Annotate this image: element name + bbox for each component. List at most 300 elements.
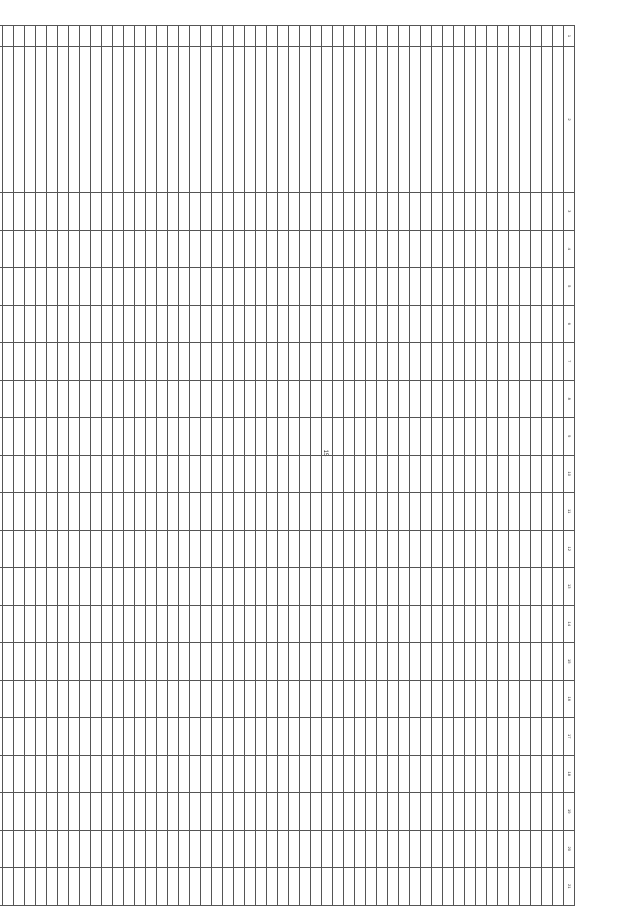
table-cell	[91, 380, 102, 418]
table-cell	[399, 230, 410, 268]
table-cell	[25, 493, 36, 531]
table-cell	[146, 755, 157, 793]
table-cell	[410, 47, 421, 193]
table-cell	[80, 305, 91, 343]
table-cell	[91, 830, 102, 868]
table-cell	[322, 605, 333, 643]
table-cell	[245, 455, 256, 493]
table-cell	[256, 380, 267, 418]
table-cell	[113, 47, 124, 193]
table-cell	[399, 455, 410, 493]
table-cell	[3, 830, 14, 868]
table-cell	[58, 680, 69, 718]
table-cell	[322, 568, 333, 606]
table-cell	[487, 343, 498, 381]
table-cell	[421, 530, 432, 568]
table-cell	[498, 793, 509, 831]
table-cell	[157, 493, 168, 531]
table-cell	[102, 680, 113, 718]
table-cell	[421, 755, 432, 793]
table-cell	[520, 380, 531, 418]
table-cell	[377, 418, 388, 456]
table-cell	[399, 680, 410, 718]
table-row	[14, 26, 25, 906]
table-cell	[311, 718, 322, 756]
table-cell	[322, 830, 333, 868]
table-cell	[311, 830, 322, 868]
table-cell	[487, 605, 498, 643]
table-cell	[245, 305, 256, 343]
table-cell	[135, 568, 146, 606]
table-cell	[25, 418, 36, 456]
table-cell	[267, 568, 278, 606]
table-cell	[25, 380, 36, 418]
table-row	[366, 26, 377, 906]
table-cell	[289, 380, 300, 418]
table-cell	[377, 793, 388, 831]
table-cell	[498, 680, 509, 718]
table-row	[421, 26, 432, 906]
table-cell	[245, 605, 256, 643]
table-row	[322, 26, 333, 906]
table-cell	[322, 680, 333, 718]
table-cell	[179, 343, 190, 381]
table-cell	[157, 718, 168, 756]
table-cell	[333, 455, 344, 493]
table-cell	[333, 193, 344, 231]
table-cell	[311, 868, 322, 906]
table-row	[542, 26, 553, 906]
table-cell	[58, 193, 69, 231]
table-cell	[245, 47, 256, 193]
table-cell	[256, 230, 267, 268]
table-cell	[520, 568, 531, 606]
table-cell	[212, 755, 223, 793]
table-cell	[388, 305, 399, 343]
table-cell	[58, 418, 69, 456]
table-cell	[322, 793, 333, 831]
table-cell	[135, 193, 146, 231]
table-cell	[432, 193, 443, 231]
table-cell	[58, 530, 69, 568]
table-cell	[47, 868, 58, 906]
table-cell	[0, 718, 3, 756]
table-cell	[322, 493, 333, 531]
table-cell	[487, 530, 498, 568]
table-cell	[256, 680, 267, 718]
table-cell	[212, 793, 223, 831]
table-cell	[520, 718, 531, 756]
table-cell	[520, 493, 531, 531]
table-cell	[3, 493, 14, 531]
table-cell	[454, 493, 465, 531]
table-row	[399, 26, 410, 906]
table-cell	[432, 530, 443, 568]
table-cell	[443, 493, 454, 531]
table-cell	[234, 268, 245, 306]
table-cell	[80, 418, 91, 456]
table-row	[300, 26, 311, 906]
table-cell	[388, 605, 399, 643]
page-number: 15	[322, 449, 328, 457]
table-cell	[212, 605, 223, 643]
table-cell	[201, 230, 212, 268]
table-cell	[223, 230, 234, 268]
table-cell	[520, 755, 531, 793]
table-cell	[509, 718, 520, 756]
table-cell	[476, 530, 487, 568]
table-cell	[25, 868, 36, 906]
table-cell	[267, 605, 278, 643]
table-cell	[531, 568, 542, 606]
table-cell	[520, 230, 531, 268]
table-cell	[432, 268, 443, 306]
table-cell	[256, 718, 267, 756]
table-cell	[487, 455, 498, 493]
table-cell	[410, 380, 421, 418]
table-cell	[311, 230, 322, 268]
table-cell	[454, 418, 465, 456]
table-cell	[443, 755, 454, 793]
table-cell	[168, 26, 179, 47]
table-cell	[102, 343, 113, 381]
table-cell	[256, 605, 267, 643]
table-cell	[399, 343, 410, 381]
table-cell	[355, 643, 366, 681]
table-cell	[146, 530, 157, 568]
table-cell: 15	[564, 643, 575, 681]
table-cell	[69, 680, 80, 718]
table-cell	[487, 568, 498, 606]
table-cell	[542, 493, 553, 531]
table-cell	[14, 755, 25, 793]
table-cell	[47, 718, 58, 756]
table-cell	[542, 26, 553, 47]
table-cell	[432, 755, 443, 793]
table-cell	[278, 568, 289, 606]
table-row	[146, 26, 157, 906]
table-cell	[36, 868, 47, 906]
table-cell	[322, 418, 333, 456]
table-cell	[410, 530, 421, 568]
table-cell	[531, 493, 542, 531]
table-cell	[146, 343, 157, 381]
table-row	[476, 26, 487, 906]
table-cell	[113, 268, 124, 306]
table-cell	[509, 605, 520, 643]
table-cell	[509, 455, 520, 493]
table-cell	[377, 755, 388, 793]
table-cell	[157, 343, 168, 381]
table-cell	[25, 230, 36, 268]
table-cell	[201, 343, 212, 381]
table-cell	[168, 530, 179, 568]
table-cell	[553, 193, 564, 231]
table-cell	[487, 268, 498, 306]
table-cell	[322, 530, 333, 568]
table-cell	[454, 455, 465, 493]
table-cell	[157, 605, 168, 643]
table-cell	[3, 193, 14, 231]
table-cell	[245, 230, 256, 268]
table-cell	[36, 718, 47, 756]
table-cell	[91, 605, 102, 643]
table-cell	[355, 305, 366, 343]
table-cell	[223, 793, 234, 831]
table-cell	[311, 568, 322, 606]
table-cell	[146, 418, 157, 456]
table-cell	[487, 47, 498, 193]
table-row	[36, 26, 47, 906]
table-cell	[179, 680, 190, 718]
table-cell	[256, 643, 267, 681]
table-cell	[69, 718, 80, 756]
table-cell	[245, 643, 256, 681]
table-cell	[454, 380, 465, 418]
table-cell	[179, 530, 190, 568]
table-cell	[333, 568, 344, 606]
table-cell	[168, 680, 179, 718]
table-cell	[58, 568, 69, 606]
table-cell	[36, 230, 47, 268]
table-cell	[201, 418, 212, 456]
table-cell	[14, 718, 25, 756]
table-cell	[476, 26, 487, 47]
table-cell	[102, 193, 113, 231]
table-cell	[234, 305, 245, 343]
table-cell	[520, 47, 531, 193]
table-cell	[344, 193, 355, 231]
table-cell	[311, 643, 322, 681]
table-cell	[421, 193, 432, 231]
table-cell	[201, 47, 212, 193]
table-cell	[432, 230, 443, 268]
table-cell	[47, 643, 58, 681]
table-cell	[168, 568, 179, 606]
table-cell: 2	[564, 47, 575, 193]
table-cell	[278, 868, 289, 906]
table-cell	[509, 343, 520, 381]
table-cell	[124, 830, 135, 868]
table-cell	[520, 268, 531, 306]
table-cell	[465, 268, 476, 306]
table-cell	[531, 718, 542, 756]
table-cell	[256, 26, 267, 47]
table-cell	[377, 718, 388, 756]
table-cell	[355, 193, 366, 231]
table-cell	[124, 380, 135, 418]
table-cell	[14, 47, 25, 193]
table-row	[454, 26, 465, 906]
table-cell	[36, 26, 47, 47]
table-cell	[531, 680, 542, 718]
table-cell	[14, 643, 25, 681]
table-cell	[531, 530, 542, 568]
table-cell	[432, 568, 443, 606]
table-cell	[124, 868, 135, 906]
table-cell	[498, 530, 509, 568]
table-cell	[256, 568, 267, 606]
table-cell	[69, 868, 80, 906]
table-cell	[69, 47, 80, 193]
table-cell: 12	[564, 530, 575, 568]
table-cell	[399, 755, 410, 793]
table-row	[212, 26, 223, 906]
table-cell	[36, 680, 47, 718]
table-cell: 10	[564, 455, 575, 493]
table-cell	[168, 718, 179, 756]
table-body	[0, 26, 575, 906]
table-cell	[58, 268, 69, 306]
table-cell	[25, 530, 36, 568]
table-cell: 1	[564, 26, 575, 47]
table-cell	[223, 755, 234, 793]
table-cell	[80, 193, 91, 231]
table-cell	[58, 605, 69, 643]
table-cell	[443, 26, 454, 47]
table-cell	[531, 830, 542, 868]
table-cell	[454, 568, 465, 606]
table-cell	[300, 418, 311, 456]
table-cell	[0, 605, 3, 643]
table-cell	[344, 830, 355, 868]
table-cell	[311, 680, 322, 718]
table-cell	[267, 343, 278, 381]
table-cell	[69, 230, 80, 268]
table-cell	[267, 643, 278, 681]
table-cell	[498, 718, 509, 756]
table-cell	[113, 605, 124, 643]
table-cell	[410, 718, 421, 756]
table-cell	[553, 755, 564, 793]
table-cell	[256, 455, 267, 493]
table-cell	[553, 680, 564, 718]
table-cell: 13	[564, 568, 575, 606]
table-cell	[69, 568, 80, 606]
table-cell	[0, 343, 3, 381]
table-cell	[278, 305, 289, 343]
table-cell	[91, 568, 102, 606]
table-cell	[509, 380, 520, 418]
table-cell	[300, 380, 311, 418]
table-cell	[432, 380, 443, 418]
table-cell	[58, 455, 69, 493]
table-row	[289, 26, 300, 906]
table-cell	[410, 343, 421, 381]
table-cell	[421, 830, 432, 868]
table-cell	[377, 343, 388, 381]
table-cell	[520, 868, 531, 906]
table-cell	[190, 305, 201, 343]
table-cell	[102, 268, 113, 306]
table-cell	[520, 530, 531, 568]
table-cell	[245, 343, 256, 381]
table-cell	[256, 868, 267, 906]
table-cell	[443, 530, 454, 568]
table-cell	[234, 380, 245, 418]
table-cell	[465, 26, 476, 47]
table-cell	[179, 47, 190, 193]
table-row	[223, 26, 234, 906]
table-cell	[223, 868, 234, 906]
table-cell	[245, 680, 256, 718]
table-cell	[190, 868, 201, 906]
table-cell	[322, 380, 333, 418]
table-cell	[465, 305, 476, 343]
table-cell	[47, 26, 58, 47]
table-cell	[113, 568, 124, 606]
table-cell	[410, 680, 421, 718]
table-cell	[553, 605, 564, 643]
table-cell	[487, 755, 498, 793]
table-cell	[355, 493, 366, 531]
table-cell	[102, 305, 113, 343]
table-cell	[377, 830, 388, 868]
table-cell	[410, 305, 421, 343]
table-cell	[366, 680, 377, 718]
table-cell	[179, 643, 190, 681]
table-cell	[201, 530, 212, 568]
table-cell	[212, 493, 223, 531]
table-cell	[80, 718, 91, 756]
table-cell	[388, 530, 399, 568]
table-cell	[388, 680, 399, 718]
table-cell	[124, 493, 135, 531]
table-cell	[223, 830, 234, 868]
table-cell	[223, 193, 234, 231]
table-cell	[113, 530, 124, 568]
table-cell	[135, 343, 146, 381]
table-cell	[322, 643, 333, 681]
table-cell	[520, 343, 531, 381]
table-cell	[421, 680, 432, 718]
table-cell	[509, 868, 520, 906]
table-cell	[14, 568, 25, 606]
table-cell	[168, 830, 179, 868]
table-cell	[509, 268, 520, 306]
table-cell	[289, 830, 300, 868]
table-cell	[355, 680, 366, 718]
table-cell	[300, 305, 311, 343]
table-cell	[520, 26, 531, 47]
table-cell	[80, 755, 91, 793]
table-cell	[421, 718, 432, 756]
table-cell	[300, 643, 311, 681]
table-cell	[3, 680, 14, 718]
table-cell	[91, 305, 102, 343]
table-cell	[190, 680, 201, 718]
table-cell	[245, 718, 256, 756]
table-cell	[157, 380, 168, 418]
table-cell	[157, 305, 168, 343]
table-cell	[454, 868, 465, 906]
table-cell	[25, 26, 36, 47]
table-cell	[454, 755, 465, 793]
table-cell	[366, 643, 377, 681]
table-cell	[91, 493, 102, 531]
table-cell	[476, 868, 487, 906]
table-cell	[113, 26, 124, 47]
table-cell	[146, 643, 157, 681]
table-cell	[421, 230, 432, 268]
table-cell	[498, 830, 509, 868]
table-row	[190, 26, 201, 906]
table-cell	[542, 830, 553, 868]
table-cell	[190, 380, 201, 418]
table-cell	[124, 268, 135, 306]
table-cell	[201, 830, 212, 868]
table-cell	[91, 26, 102, 47]
